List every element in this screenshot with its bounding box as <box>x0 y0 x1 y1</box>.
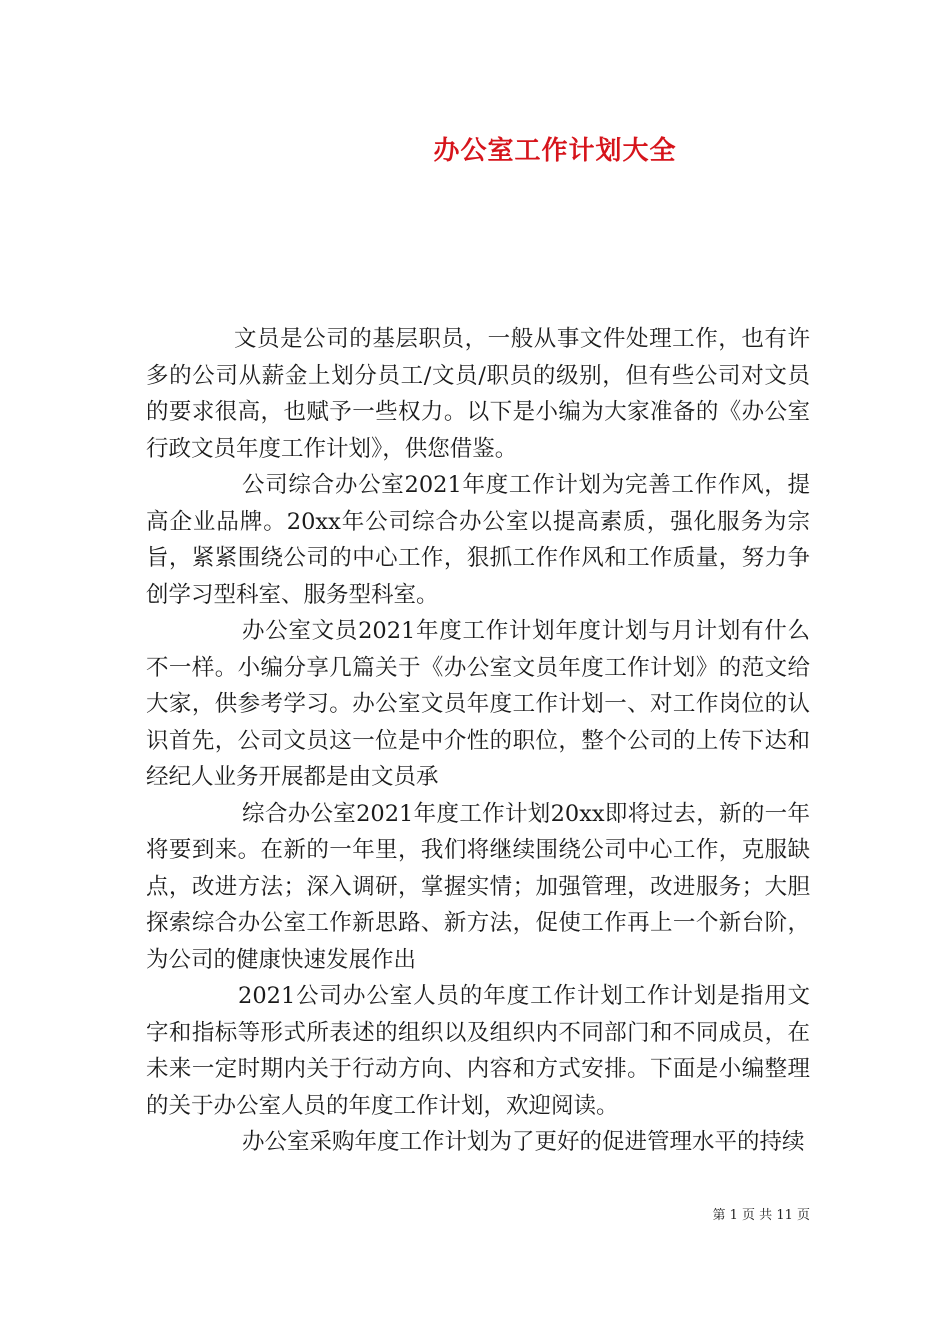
paragraph-5: 2021公司办公室人员的年度工作计划工作计划是指用文字和指标等形式所表述的组织以及组织内不同部门和不同成员，在未来一定时期内关于行动方向、内容和方式安排。下面是小编整理的关于办公室人员的年度工作计划，欢迎阅读。 <box>146 983 810 1119</box>
paragraph-6: 办公室采购年度工作计划为了更好的促进管理水平的持续 <box>242 1129 805 1155</box>
paragraph-2: 公司综合办公室2021年度工作计划为完善工作作风，提高企业品牌。20xx年公司综合办公室以提高素质，强化服务为宗旨，紧紧围绕公司的中心工作，狠抓工作作风和工作质量，努力争创学习型科室、服务型科室。 <box>146 472 810 608</box>
paragraph-1: 文员是公司的基层职员，一般从事文件处理工作，也有许多的公司从薪金上划分员工/文员/职员的级别，但有些公司对文员的要求很高，也赋予一些权力。以下是小编为大家准备的《办公室行政文员年度工作计划》，供您借鉴。 <box>146 326 810 462</box>
page-number-footer: 第 1 页 共 11 页 <box>712 1208 810 1223</box>
document-body <box>146 321 810 1161</box>
paragraph-3: 办公室文员2021年度工作计划年度计划与月计划有什么不一样。小编分享几篇关于《办公室文员年度工作计划》的范文给大家，供参考学习。办公室文员年度工作计划一、对工作岗位的认识首先，公司文员这一位是中介性的职位，整个公司的上传下达和经纪人业务开展都是由文员承 <box>146 618 810 790</box>
document-title: 办公室工作计划大全 <box>433 136 677 166</box>
paragraph-4: 综合办公室2021年度工作计划20xx即将过去，新的一年将要到来。在新的一年里，我们将继续围绕公司中心工作，克服缺点，改进方法；深入调研，掌握实情；加强管理，改进服务；大胆探索综合办公室工作新思路、新方法，促使工作再上一个新台阶，为公司的健康快速发展作出 <box>146 800 810 973</box>
